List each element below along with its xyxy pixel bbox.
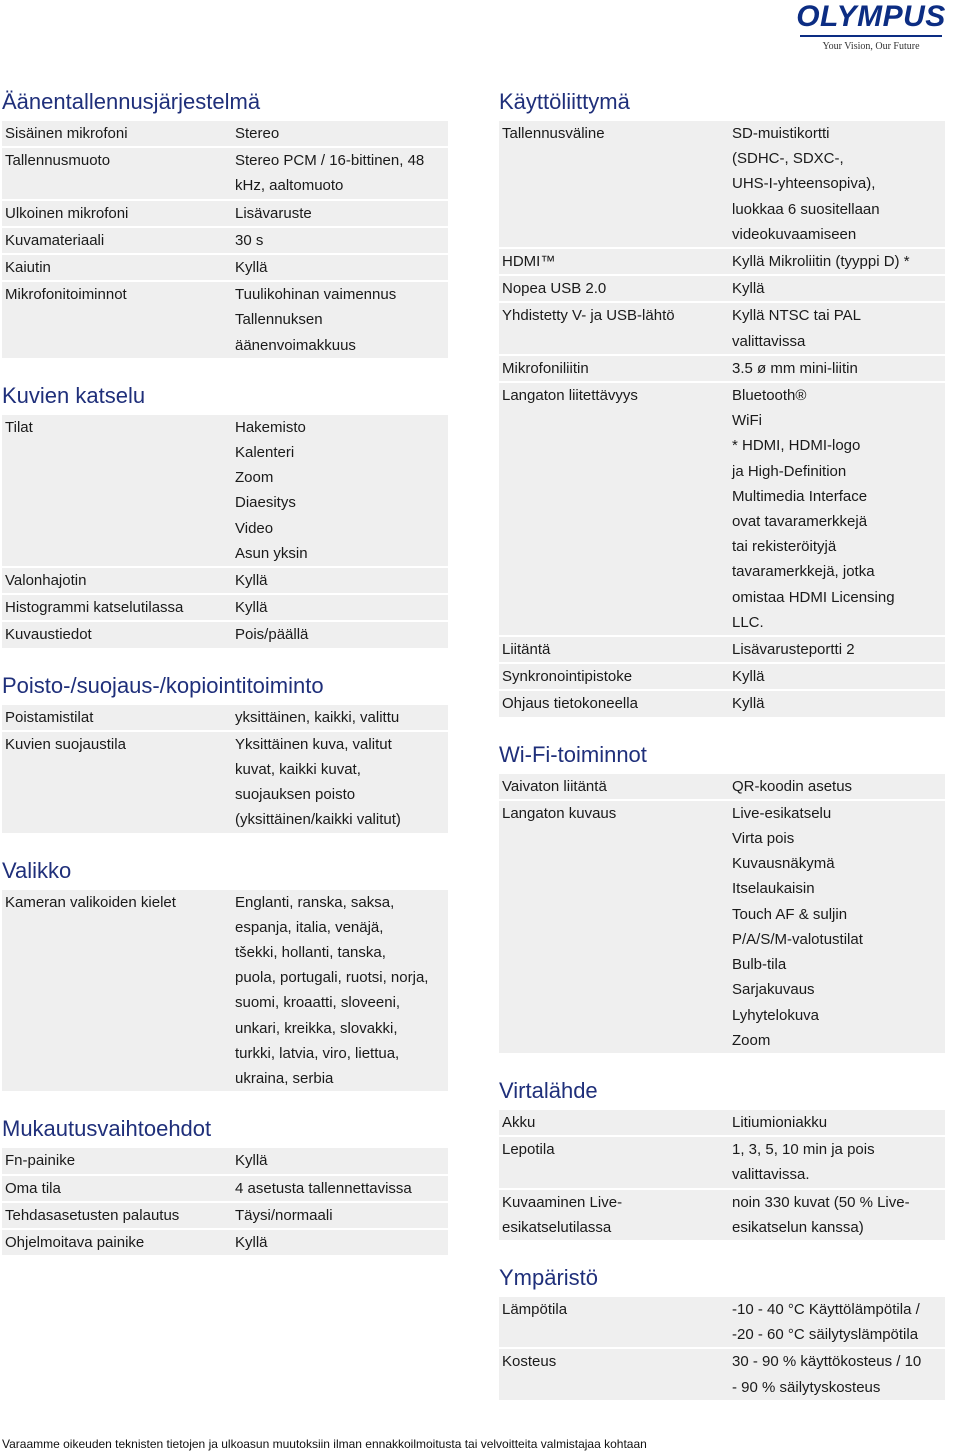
- spec-section-virtalahde: [499, 1077, 945, 1242]
- spec-label: Ulkoinen mikrofoni: [5, 204, 129, 222]
- spec-table: [2, 889, 448, 1094]
- spec-label: Fn-painike: [5, 1152, 76, 1170]
- spec-row: [2, 415, 448, 568]
- right-spec-column: [499, 82, 945, 1424]
- spec-value: SD-muistikortti (SDHC-, SDXC-, UHS-I-yhteensopiva), luokkaa 6 suositellaan videokuvaamiseen: [732, 125, 880, 243]
- spec-table: [2, 704, 448, 835]
- spec-value: Täysi/normaali: [235, 1206, 333, 1224]
- spec-row: [2, 568, 448, 595]
- section-heading: Ympäristö: [499, 1264, 599, 1290]
- spec-section-ymparisto: [499, 1264, 945, 1402]
- spec-value: Kyllä: [235, 1233, 268, 1251]
- spec-table: [499, 1296, 945, 1402]
- olympus-logo: [788, 2, 954, 53]
- spec-value: Yksittäinen kuva, valitut kuvat, kaikki kuvat, suojauksen poisto (yksittäinen/kaikki valitut): [235, 735, 401, 829]
- spec-row: [2, 1148, 448, 1175]
- logo-wordmark: OLYMPUS: [796, 0, 946, 33]
- spec-label: Kuvaaminen Live- esikatselutilassa: [502, 1193, 623, 1236]
- spec-row: [499, 356, 945, 383]
- spec-row: [2, 255, 448, 282]
- spec-row: [2, 890, 448, 1094]
- spec-row: [2, 148, 448, 200]
- spec-value: 30 - 90 % käyttökosteus / 10 - 90 % säilytyskosteus: [732, 1353, 922, 1396]
- spec-label: Yhdistetty V- ja USB-lähtö: [502, 307, 675, 325]
- spec-row: [499, 303, 945, 355]
- spec-label: Ohjelmoitava painike: [5, 1233, 145, 1251]
- spec-section-mukautusvaihtoehdot: [2, 1115, 448, 1257]
- spec-section-kayttoliittyma: [499, 88, 945, 719]
- spec-row: [2, 121, 448, 148]
- spec-value: Kyllä: [732, 695, 765, 713]
- spec-value: Live-esikatselu Virta pois Kuvausnäkymä Itselaukaisin Touch AF & suljin P/A/S/M-valotustilat Bulb-tila Sarjakuvaus Lyhytelokuva Zoom: [732, 804, 863, 1049]
- spec-value: Tuulikohinan vaimennus Tallennuksen äänenvoimakkuus: [235, 286, 397, 354]
- spec-row: [499, 691, 945, 718]
- spec-label: Mikrofonitoiminnot: [5, 286, 127, 304]
- spec-value: 1, 3, 5, 10 min ja pois valittavissa.: [732, 1141, 875, 1184]
- logo-tagline: Your Vision, Our Future: [822, 41, 920, 52]
- spec-value: Kyllä Mikroliitin (tyyppi D) *: [732, 253, 910, 271]
- spec-row: [2, 1176, 448, 1203]
- spec-row: [499, 637, 945, 664]
- spec-label: Mikrofoniliitin: [502, 359, 589, 377]
- spec-label: Lepotila: [502, 1141, 555, 1159]
- spec-label: Akku: [502, 1113, 536, 1131]
- spec-row: [2, 595, 448, 622]
- spec-value: 30 s: [235, 231, 264, 249]
- spec-table: [2, 414, 448, 650]
- spec-value: yksittäinen, kaikki, valittu: [235, 708, 400, 726]
- spec-value: Stereo PCM / 16-bittinen, 48 kHz, aaltomuoto: [235, 152, 425, 195]
- spec-label: Kameran valikoiden kielet: [5, 893, 176, 911]
- spec-value: Kyllä: [235, 259, 268, 277]
- spec-label: Kuvaustiedot: [5, 626, 92, 644]
- spec-row: [499, 1190, 945, 1242]
- spec-row: [2, 201, 448, 228]
- spec-label: Histogrammi katselutilassa: [5, 599, 184, 617]
- section-heading: Valikko: [2, 857, 72, 883]
- spec-label: Lämpötila: [502, 1300, 568, 1318]
- spec-label: Tallennusmuoto: [5, 152, 111, 170]
- spec-value: Stereo: [235, 125, 280, 142]
- spec-value: Kyllä: [235, 572, 268, 590]
- spec-value: Englanti, ranska, saksa, espanja, italia, venäjä, tšekki, hollanti, tanska, puola, portugali, ruotsi, norja, suomi, kroaatti, sloveeni, unkari, kreikka, slovakki, turkki, latvia, viro, liettua, ukraina, serbia: [235, 893, 429, 1088]
- section-heading: Äänentallennusjärjestelmä: [2, 89, 261, 114]
- spec-label: Langaton kuvaus: [502, 804, 617, 822]
- section-heading: Poisto-/suojaus-/kopiointitoiminto: [2, 672, 324, 698]
- spec-label: Kuvien suojaustila: [5, 735, 126, 753]
- spec-row: [499, 276, 945, 303]
- spec-label: Nopea USB 2.0: [502, 280, 607, 298]
- spec-row: [2, 622, 448, 649]
- spec-table: [2, 1147, 448, 1257]
- spec-row: [499, 801, 945, 1055]
- spec-section-poisto-suojaus-kopiointitoiminto: [2, 672, 448, 835]
- spec-label: Kaiutin: [5, 259, 51, 277]
- spec-label: Oma tila: [5, 1179, 61, 1197]
- spec-table: [499, 120, 945, 719]
- spec-label: Valonhajotin: [5, 572, 87, 590]
- spec-value: Lisävaruste: [235, 204, 312, 222]
- spec-value: Bluetooth® WiFi * HDMI, HDMI-logo ja High-Definition Multimedia Interface ovat tavaramerkkejä tai rekisteröityjä tavaramerkkejä, jotka omistaa HDMI Licensing LLC.: [732, 387, 895, 631]
- spec-value: noin 330 kuvat (50 % Live- esikatselun kanssa): [732, 1193, 910, 1236]
- spec-row: [2, 705, 448, 732]
- spec-label: Liitäntä: [502, 641, 551, 659]
- spec-label: HDMI™: [502, 253, 556, 271]
- spec-label: Tilat: [5, 418, 33, 436]
- spec-value: QR-koodin asetus: [732, 777, 853, 795]
- spec-value: -10 - 40 °C Käyttölämpötila / -20 - 60 °C säilytyslämpötila: [732, 1300, 920, 1344]
- spec-table: [499, 1109, 945, 1242]
- spec-section-kuvien-katselu: [2, 382, 448, 650]
- spec-value: Hakemisto Kalenteri Zoom Diaesitys Video Asun yksin: [235, 418, 308, 562]
- spec-row: [499, 383, 945, 637]
- spec-row: [499, 664, 945, 691]
- spec-value: Kyllä: [732, 280, 765, 298]
- spec-label: Kuvamateriaali: [5, 231, 105, 249]
- spec-table: [2, 120, 448, 360]
- section-heading: Mukautusvaihtoehdot: [2, 1116, 212, 1142]
- spec-label: Ohjaus tietokoneella: [502, 695, 638, 713]
- spec-row: [2, 1203, 448, 1230]
- spec-row: [499, 1297, 945, 1349]
- spec-row: [499, 121, 945, 249]
- spec-value: Litiumioniakku: [732, 1113, 828, 1131]
- spec-row: [2, 228, 448, 255]
- spec-value: 3.5 ø mm mini-liitin: [732, 359, 858, 377]
- spec-value: 4 asetusta tallennettavissa: [235, 1179, 412, 1197]
- spec-row: [499, 774, 945, 801]
- spec-label: Vaivaton liitäntä: [502, 777, 607, 795]
- spec-label: Sisäinen mikrofoni: [5, 125, 128, 142]
- spec-value: Kyllä: [235, 599, 268, 617]
- spec-label: Tehdasasetusten palautus: [5, 1206, 180, 1224]
- spec-section-valikko: [2, 857, 448, 1094]
- spec-value: Kyllä NTSC tai PAL valittavissa: [732, 307, 861, 350]
- spec-row: [2, 282, 448, 360]
- spec-section-aanentallennusjarjestelma: [2, 88, 448, 360]
- spec-value: Pois/päällä: [235, 626, 309, 644]
- spec-label: Langaton liitettävyys: [502, 387, 638, 405]
- spec-label: Poistamistilat: [5, 708, 94, 726]
- section-heading: Kuvien katselu: [2, 382, 146, 408]
- spec-section-wi-fi-toiminnot: [499, 741, 945, 1055]
- spec-row: [2, 1230, 448, 1257]
- spec-label: Synkronointipistoke: [502, 668, 633, 686]
- spec-value: Lisävarusteportti 2: [732, 641, 855, 659]
- spec-row: [499, 1110, 945, 1137]
- left-spec-column: [2, 82, 448, 1279]
- spec-row: [499, 1137, 945, 1189]
- section-heading: Wi-Fi-toiminnot: [499, 741, 647, 767]
- spec-label: Kosteus: [502, 1353, 557, 1371]
- spec-row: [2, 732, 448, 835]
- spec-value: Kyllä: [732, 668, 765, 686]
- spec-row: [499, 249, 945, 276]
- section-heading: Virtalähde: [499, 1077, 598, 1103]
- section-heading: Käyttöliittymä: [499, 89, 630, 114]
- spec-value: Kyllä: [235, 1152, 268, 1170]
- spec-row: [499, 1349, 945, 1401]
- logo-underline: [800, 35, 942, 37]
- spec-label: Tallennusväline: [502, 125, 605, 142]
- disclaimer-footer: Varaamme oikeuden teknisten tietojen ja ulkoasun muutoksiin ilman ennakkoilmoitusta tai velvoitteita valmistajaa kohtaan: [2, 1437, 647, 1451]
- spec-table: [499, 773, 945, 1055]
